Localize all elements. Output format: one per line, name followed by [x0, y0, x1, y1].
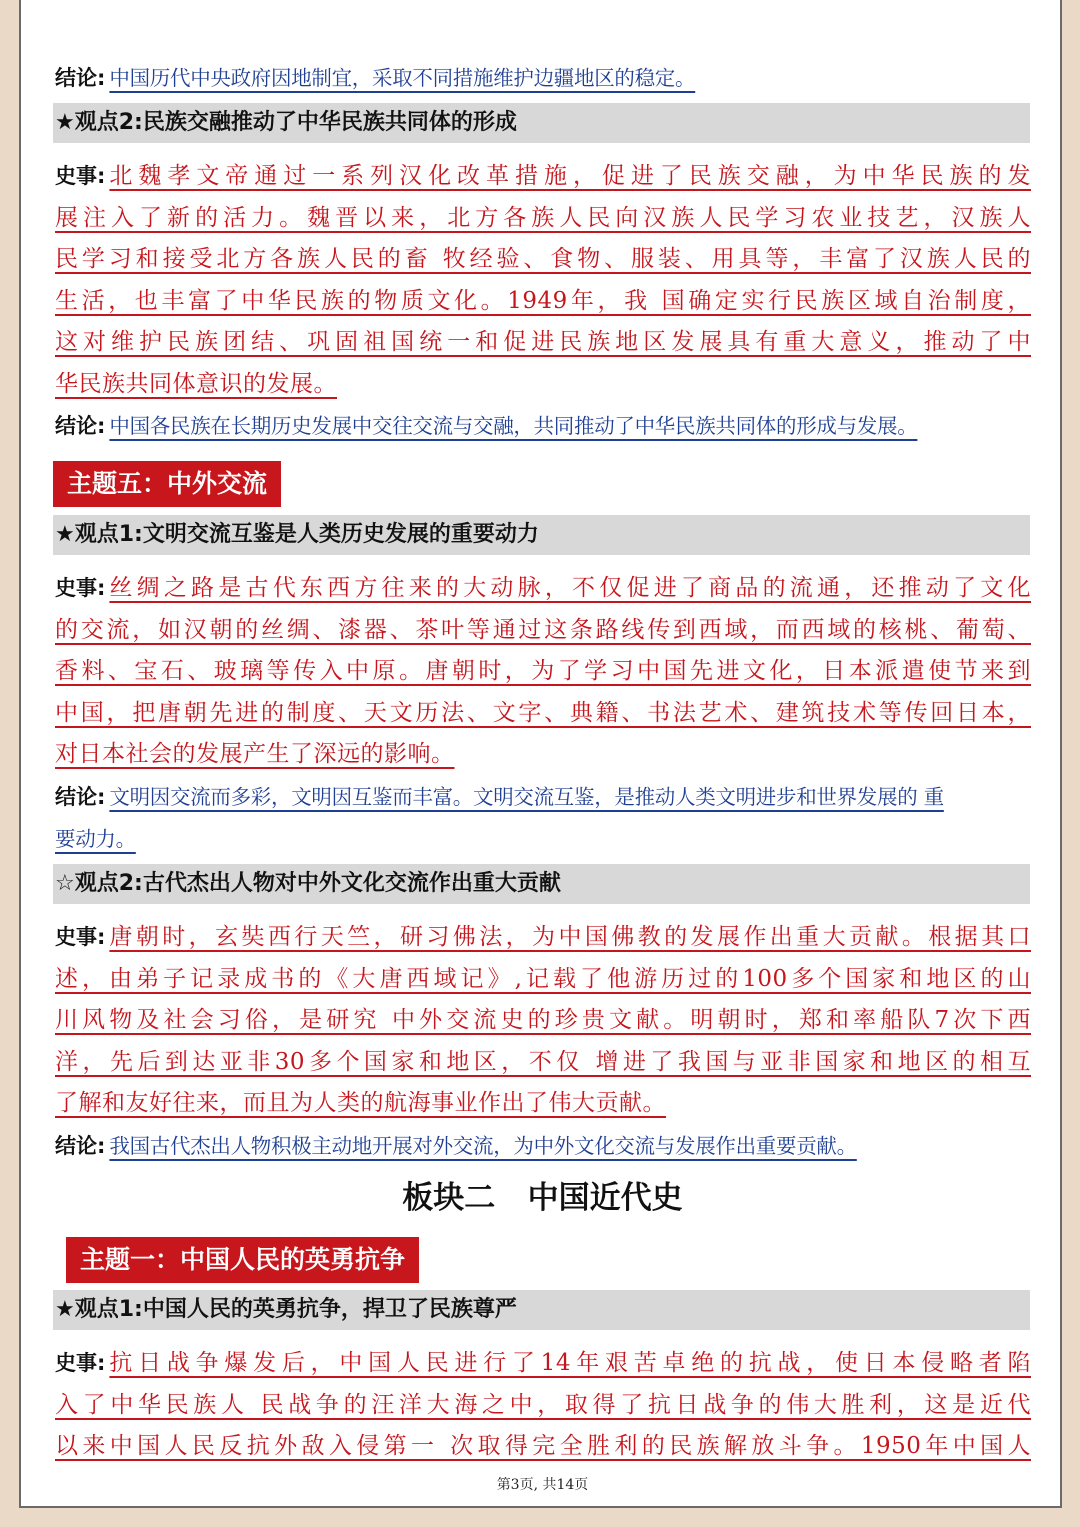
conclusion-text: 要动力。	[55, 826, 136, 851]
history-label: 史事:	[55, 576, 106, 600]
paragraph-line: 史事: 唐朝时，玄奘西行天竺，研习佛法，为中国佛教的发展作出重大贡献。根据其口	[55, 917, 1031, 959]
conclusion-label: 结论:	[55, 414, 106, 438]
viewpoint-heading: ★观点1:文明交流互鉴是人类历史发展的重要动力	[53, 515, 1030, 555]
history-paragraph	[55, 1343, 1031, 1468]
paragraph-line: 这对维护民族团结、巩固祖国统一和促进民族地区发展具有重大意义，推动了中	[55, 329, 1031, 355]
paragraph-line: 华民族共同体意识的发展。	[55, 370, 337, 397]
paragraph-line: 生活，也丰富了中华民族的物质文化。1949年，我 国确定实行民族区域自治制度，	[55, 287, 1031, 314]
conclusion-text: 中国历代中央政府因地制宜，采取不同措施维护边疆地区的稳定。	[109, 66, 696, 90]
history-paragraph	[55, 917, 1031, 1125]
history-paragraph	[55, 568, 1031, 776]
paragraph-line: 中国，把唐朝先进的制度、天文历法、文字、典籍、书法艺术、建筑技术等传回日本，	[55, 699, 1031, 726]
conclusion-line	[55, 1126, 1031, 1168]
section-title: 板块二 中国近代史	[402, 1180, 683, 1216]
paragraph-line: 川风物及社会习俗，是研究 中外交流史的珍贵文献。明朝时，郑和率船队7次下西	[55, 1007, 1031, 1033]
conclusion-label: 结论:	[55, 66, 106, 90]
viewpoint-heading: ★观点2:民族交融推动了中华民族共同体的形成	[53, 103, 1030, 143]
paragraph-line: 述，由弟子记录成书的《大唐西域记》,记载了他游历过的100多个国家和地区的山	[55, 965, 1031, 992]
paragraph-line: 香料、宝石、玻璃等传入中原。唐朝时，为了学习中国先进文化，日本派遣使节来到	[55, 658, 1031, 684]
history-label: 史事:	[55, 164, 106, 188]
paragraph-line: 了解和友好往来，而且为人类的航海事业作出了伟大贡献。	[55, 1090, 666, 1116]
paragraph-line: 洋，先后到达亚非30多个国家和地区，不仅 增进了我国与亚非国家和地区的相互	[55, 1048, 1031, 1075]
paragraph-line: 史事: 抗日战争爆发后，中国人民进行了14年艰苦卓绝的抗战，使日本侵略者陷	[55, 1343, 1031, 1385]
document-page	[19, 0, 1062, 1508]
paragraph-line: 入了中华民族人 民战争的汪洋大海之中，取得了抗日战争的伟大胜利，这是近代	[55, 1391, 1031, 1418]
conclusion-text: 中国各民族在长期历史发展中交往交流与交融，共同推动了中华民族共同体的形成与发展。	[109, 414, 918, 438]
paragraph-line: 的交流，如汉朝的丝绸、漆器、茶叶等通过这条路线传到西域，而西域的核桃、葡萄、	[55, 616, 1031, 643]
topic-heading: 主题五：中外交流	[53, 461, 281, 507]
paragraph-line: 对日本社会的发展产生了深远的影响。	[55, 741, 455, 767]
history-paragraph	[55, 156, 1031, 405]
viewpoint-heading: ☆观点2:古代杰出人物对中外文化交流作出重大贡献	[53, 864, 1030, 904]
paragraph-line: 展注入了新的活力。魏晋以来，北方各族人民向汉族人民学习农业技艺，汉族人	[55, 204, 1031, 231]
conclusion-line	[55, 777, 1031, 860]
conclusion-text: 我国古代杰出人物积极主动地开展对外交流，为中外文化交流与发展作出重要贡献。	[109, 1134, 857, 1158]
conclusion-line	[55, 406, 1031, 448]
paragraph-line: 以来中国人民反抗外敌入侵第一 次取得完全胜利的民族解放斗争。1950年中国人	[55, 1433, 1031, 1459]
page-number: 第3页, 共14页	[496, 1477, 589, 1493]
history-label: 史事:	[55, 925, 106, 949]
conclusion-label: 结论:	[55, 785, 106, 809]
paragraph-line: 民学习和接受北方各族人民的畜 牧经验、食物、服装、用具等，丰富了汉族人民的	[55, 246, 1031, 272]
history-label: 史事:	[55, 1351, 106, 1375]
topic-heading: 主题一：中国人民的英勇抗争	[66, 1237, 419, 1283]
paragraph-line: 史事: 北魏孝文帝通过一系列汉化改革措施，促进了民族交融，为中华民族的发	[55, 156, 1031, 198]
paragraph-line: 史事: 丝绸之路是古代东西方往来的大动脉，不仅促进了商品的流通，还推动了文化	[55, 568, 1031, 610]
conclusion-label: 结论:	[55, 1134, 106, 1158]
conclusion-text: 文明因交流而多彩，文明因互鉴而丰富。文明交流互鉴，是推动人类文明进步和世界发展的 重	[109, 785, 944, 809]
viewpoint-heading: ★观点1:中国人民的英勇抗争，捍卫了民族尊严	[53, 1290, 1030, 1330]
conclusion-line	[55, 58, 1031, 100]
